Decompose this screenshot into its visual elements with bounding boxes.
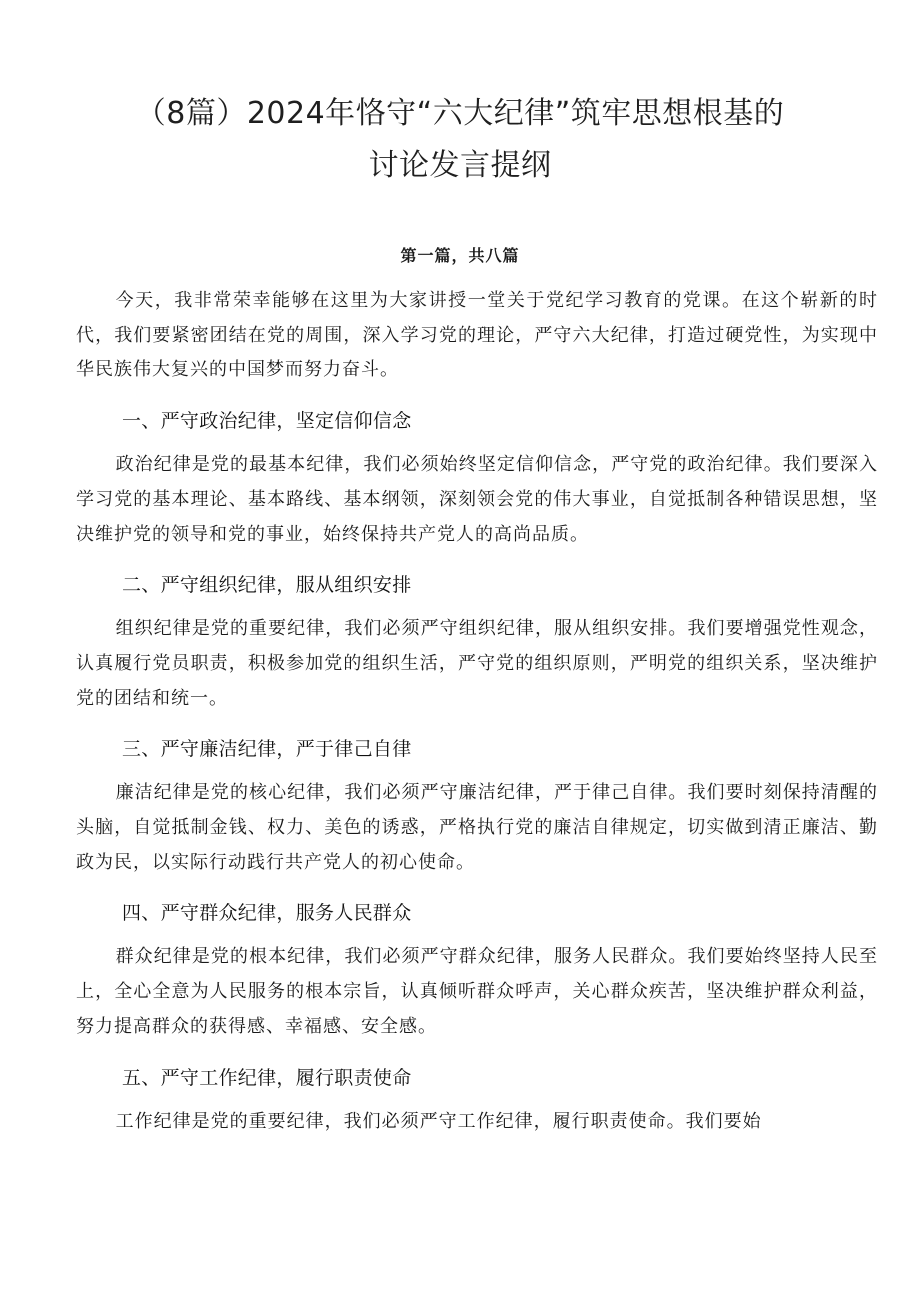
section-paragraph-1: 政治纪律是党的最基本纪律，我们必须始终坚定信仰信念，严守党的政治纪律。我们要深入学习党的基本理论、基本路线、基本纲领，深刻领会党的伟大事业，自觉抵制各种错误思想，坚决维护党的领导和党的事业，始终保持共产党人的高尚品质。 [76, 454, 878, 545]
document-title [60, 88, 860, 192]
section-heading-4: 四、严守群众纪律，服务人民群众 [122, 902, 412, 925]
document-title-line-2: 讨论发言提纲 [368, 148, 552, 183]
document-body [76, 284, 878, 1157]
section-paragraph-4: 群众纪律是党的根本纪律，我们必须严守群众纪律，服务人民群众。我们要始终坚持人民至上，全心全意为人民服务的根本宗旨，认真倾听群众呼声，关心群众疾苦，坚决维护群众利益，努力提高群众的获得感、幸福感、安全感。 [76, 946, 878, 1037]
section-heading-1: 一、严守政治纪律，坚定信仰信念 [122, 410, 412, 433]
document-subtitle: 第一篇，共八篇 [400, 246, 520, 265]
document-title-line-1: （8篇）2024年恪守“六大纪律”筑牢思想根基的 [135, 96, 785, 131]
section-heading-3: 三、严守廉洁纪律，严于律己自律 [122, 738, 412, 761]
section-paragraph-2: 组织纪律是党的重要纪律，我们必须严守组织纪律，服从组织安排。我们要增强党性观念，认真履行党员职责，积极参加党的组织生活，严守党的组织原则，严明党的组织关系，坚决维护党的团结和统一。 [76, 618, 878, 709]
section-heading-5: 五、严守工作纪律，履行职责使命 [122, 1066, 412, 1089]
section-paragraph-3: 廉洁纪律是党的核心纪律，我们必须严守廉洁纪律，严于律己自律。我们要时刻保持清醒的头脑，自觉抵制金钱、权力、美色的诱惑，严格执行党的廉洁自律规定，切实做到清正廉洁、勤政为民，以实际行动践行共产党人的初心使命。 [76, 782, 878, 873]
section-paragraph-5: 工作纪律是党的重要纪律，我们必须严守工作纪律，履行职责使命。我们要始 [115, 1110, 762, 1132]
section-heading-2: 二、严守组织纪律，服从组织安排 [122, 574, 412, 597]
intro-paragraph: 今天，我非常荣幸能够在这里为大家讲授一堂关于党纪学习教育的党课。在这个崭新的时代，我们要紧密团结在党的周围，深入学习党的理论，严守六大纪律，打造过硬党性，为实现中华民族伟大复兴的中国梦而努力奋斗。 [76, 290, 878, 381]
